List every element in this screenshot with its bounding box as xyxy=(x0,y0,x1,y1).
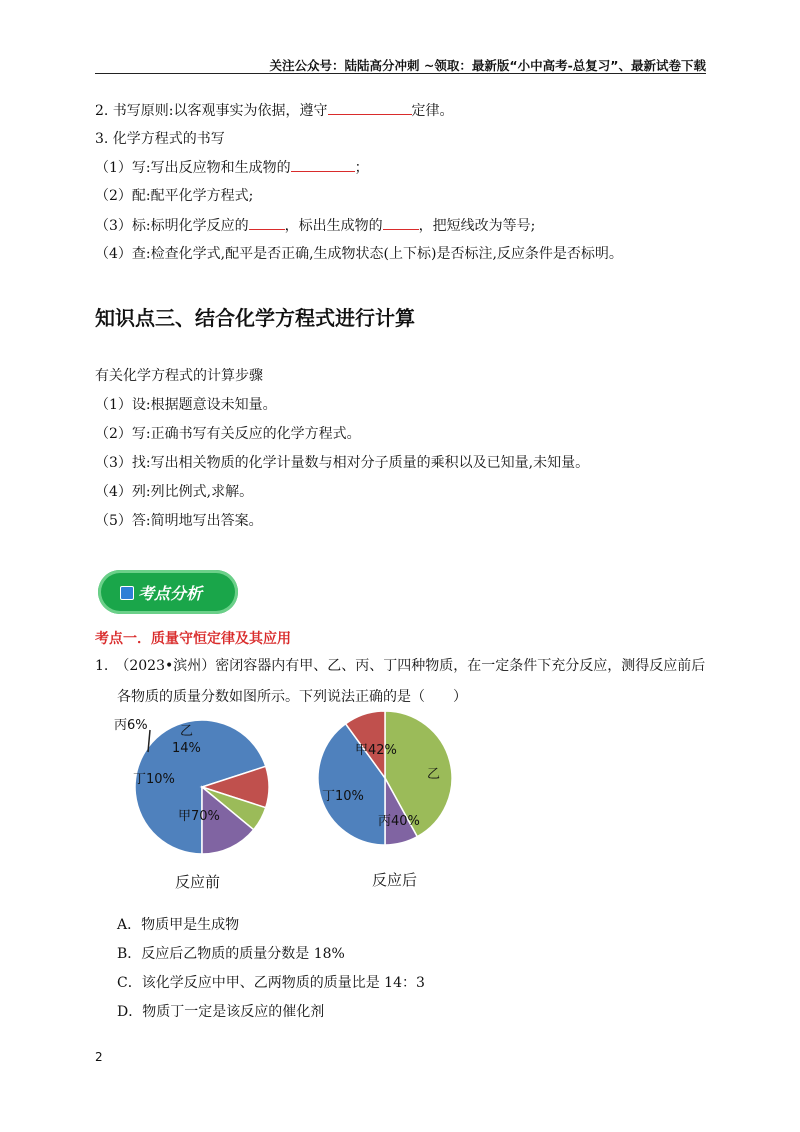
calc-step: （4）列:列比例式,求解。 xyxy=(95,484,254,500)
header-divider xyxy=(95,73,706,74)
option-d: D．物质丁一定是该反应的催化剂 xyxy=(117,1004,325,1020)
pie-charts xyxy=(100,705,500,895)
notebook-icon xyxy=(120,586,134,600)
pie-label: 甲42% xyxy=(355,743,397,758)
step-write-suffix: ； xyxy=(354,160,369,176)
calc-intro: 有关化学方程式的计算步骤 xyxy=(95,368,263,384)
principle-suffix: 定律。 xyxy=(411,103,454,119)
calc-step: （5）答:简明地写出答案。 xyxy=(95,513,263,529)
pie-label: 丙6% xyxy=(114,718,148,733)
pie-label: 乙 xyxy=(180,724,194,739)
page-number: 2 xyxy=(95,1050,103,1064)
pie-before xyxy=(135,720,269,854)
step-mark-suffix: ，把短线改为等号; xyxy=(418,218,536,234)
step-write-text: （1）写:写出反应物和生成物的 xyxy=(95,160,291,176)
option-b: B．反应后乙物质的质量分数是 18% xyxy=(117,946,345,962)
question-stem: 1. （2023•滨州）密闭容器内有甲、乙、丙、丁四种物质，在一定条件下充分反应，测得反应前后 xyxy=(95,658,706,674)
pie-title: 反应前 xyxy=(175,873,221,891)
section-title: 知识点三、结合化学方程式进行计算 xyxy=(95,306,415,330)
pie-label: 乙 xyxy=(427,767,441,782)
fill-blank xyxy=(249,215,285,230)
fill-blank xyxy=(291,157,355,172)
step-write-line xyxy=(95,157,369,178)
step-check-line: （4）查:检查化学式,配平是否正确,生成物状态(上下标)是否标注,反应条件是否标明。 xyxy=(95,246,623,262)
pie-label: 丁10% xyxy=(322,789,364,804)
fill-blank xyxy=(328,100,412,115)
pie-label: 丁10% xyxy=(133,772,175,787)
calc-step: （3）找:写出相关物质的化学计量数与相对分子质量的乘积以及已知量,未知量。 xyxy=(95,455,590,471)
step-mark-mid: ，标出生成物的 xyxy=(284,218,383,234)
pie-label: 14% xyxy=(172,741,201,756)
equation-writing-heading: 3. 化学方程式的书写 xyxy=(95,131,225,147)
option-c: C．该化学反应中甲、乙两物质的质量比是 14：3 xyxy=(117,975,425,991)
step-mark-text: （3）标:标明化学反应的 xyxy=(95,218,249,234)
pie-label: 甲70% xyxy=(178,809,220,824)
step-mark-line xyxy=(95,215,535,236)
calc-step: （1）设:根据题意设未知量。 xyxy=(95,397,277,413)
principle-line xyxy=(95,100,454,121)
question-stem-cont: 各物质的质量分数如图所示。下列说法正确的是（ ） xyxy=(117,689,467,705)
page-header: 关注公众号：陆陆高分冲刺 ~领取：最新版“小中高考-总复习”、最新试卷下载 xyxy=(269,58,706,73)
option-a: A．物质甲是生成物 xyxy=(117,917,240,933)
calc-step: （2）写:正确书写有关反应的化学方程式。 xyxy=(95,426,361,442)
badge-label: 考点分析 xyxy=(138,584,203,603)
pie-title: 反应后 xyxy=(372,871,418,889)
key-point-title: 考点一．质量守恒定律及其应用 xyxy=(95,631,291,647)
principle-text: 2. 书写原则:以客观事实为依据，遵守 xyxy=(95,103,328,119)
step-balance-line: （2）配:配平化学方程式; xyxy=(95,188,254,204)
fill-blank xyxy=(383,215,419,230)
pie-label: 丙40% xyxy=(378,814,420,829)
